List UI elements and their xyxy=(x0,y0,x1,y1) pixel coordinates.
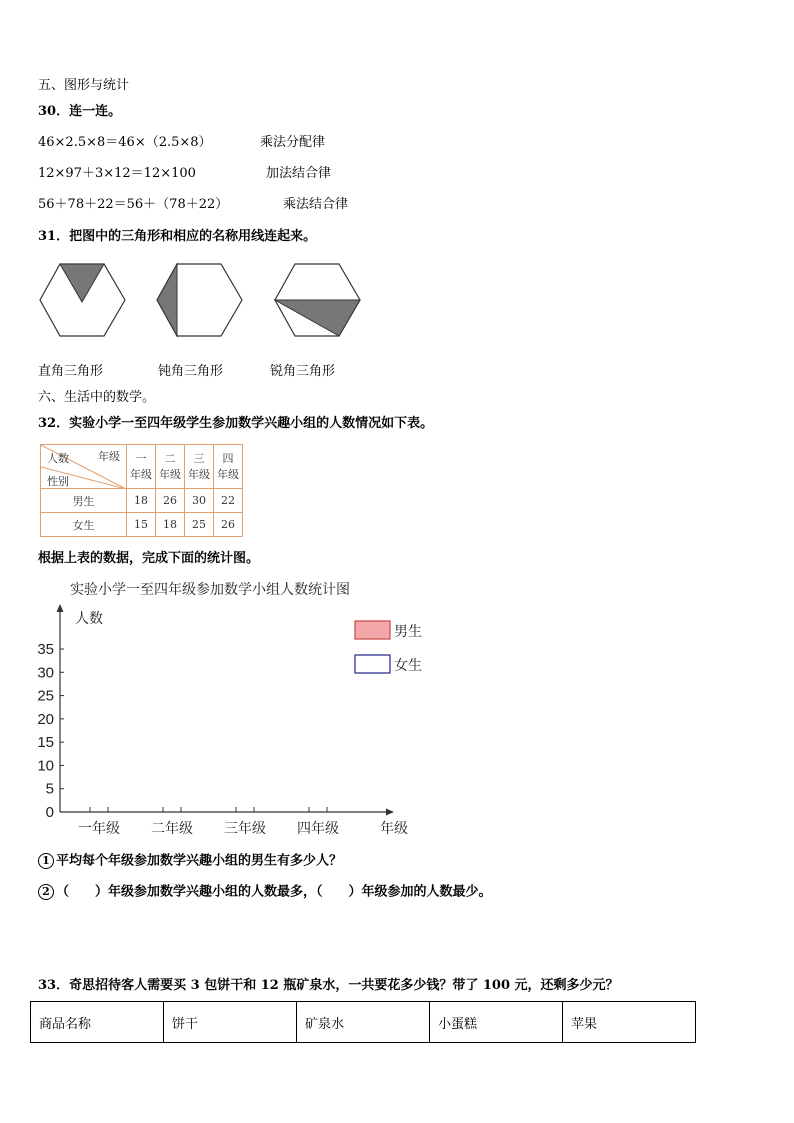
grade-header-3: 三 年级 xyxy=(185,445,214,489)
x-tick-label: 三年级 xyxy=(224,821,266,837)
legend-label: 女生 xyxy=(394,658,422,674)
legend-label: 男生 xyxy=(394,624,422,640)
q32-title: 32．实验小学一至四年级学生参加数学兴趣小组的人数情况如下表。 xyxy=(38,416,434,431)
q30-title: 30．连一连。 xyxy=(38,104,122,119)
circled-number-1: 1 xyxy=(38,853,54,869)
section-6-title: 六、生活中的数学。 xyxy=(38,390,156,405)
y-tick-label: 0 xyxy=(45,804,54,821)
grade-header-1: 一 年级 xyxy=(127,445,156,489)
triangle-name-right: 直角三角形 xyxy=(38,364,104,379)
q30-law-3: 乘法结合律 xyxy=(283,197,349,212)
triangle-name-obtuse: 钝角三角形 xyxy=(158,364,224,379)
y-tick-label: 10 xyxy=(37,757,54,775)
y-tick-label: 20 xyxy=(37,710,54,728)
q30-expr-1: 46×2.5×8＝46×（2.5×8） xyxy=(38,135,212,150)
table-row-girls xyxy=(41,513,243,537)
goods-header-biscuit: 饼干 xyxy=(164,1002,297,1043)
legend-swatch xyxy=(355,621,390,639)
corner-label-grade: 年级 xyxy=(98,450,120,463)
section-5-title: 五、图形与统计 xyxy=(38,78,130,93)
table-corner-cell xyxy=(41,445,127,489)
q32-instruction: 根据上表的数据，完成下面的统计图。 xyxy=(38,551,260,566)
corner-label-gender: 性别 xyxy=(47,475,69,488)
y-tick-label: 25 xyxy=(37,687,54,705)
table-cell: 25 xyxy=(185,513,214,537)
row-label-girls: 女生 xyxy=(41,513,127,537)
x-tick-label: 二年级 xyxy=(151,821,193,837)
table-cell: 26 xyxy=(214,513,243,537)
y-tick-label: 35 xyxy=(37,641,54,658)
q31-title: 31．把图中的三角形和相应的名称用线连起来。 xyxy=(38,229,317,244)
q30-expr-2: 12×97＋3×12＝12×100 xyxy=(38,166,196,181)
goods-price-table xyxy=(30,1001,696,1043)
goods-header-name: 商品名称 xyxy=(31,1002,164,1043)
goods-header-water: 矿泉水 xyxy=(297,1002,430,1043)
row-label-boys: 男生 xyxy=(41,489,127,513)
hexagon-acute-triangle xyxy=(273,262,363,340)
table-row-boys xyxy=(41,489,243,513)
table-cell: 18 xyxy=(156,513,185,537)
hexagon-right-triangle xyxy=(38,262,128,340)
obtuse-triangle-shape xyxy=(157,264,177,336)
goods-header-apple: 苹果 xyxy=(563,1002,696,1043)
table-cell: 22 xyxy=(214,489,243,513)
chart-title: 实验小学一至四年级参加数学小组人数统计图 xyxy=(70,582,350,598)
q33-title: 33．奇思招待客人需要买 3 包饼干和 12 瓶矿泉水，一共要花多少钱？带了 100 元，还剩多少元？ xyxy=(38,978,619,993)
x-tick-label: 一年级 xyxy=(78,821,120,837)
x-axis-arrow xyxy=(386,809,394,816)
statistics-chart xyxy=(30,575,450,845)
q30-law-2: 加法结合律 xyxy=(266,166,332,181)
x-axis-label: 年级 xyxy=(380,821,408,837)
y-axis-arrow xyxy=(57,604,64,612)
grade-header-2: 二 年级 xyxy=(156,445,185,489)
x-tick-label: 四年级 xyxy=(297,821,339,837)
y-tick-label: 15 xyxy=(37,734,54,752)
table-cell: 18 xyxy=(127,489,156,513)
triangle-name-acute: 锐角三角形 xyxy=(270,364,336,379)
hexagon-obtuse-triangle xyxy=(155,262,245,340)
corner-label-count: 人数 xyxy=(47,452,69,465)
circled-number-2: 2 xyxy=(38,884,54,900)
table-cell: 30 xyxy=(185,489,214,513)
q30-expr-3: 56＋78＋22＝56＋（78＋22） xyxy=(38,197,229,212)
table-cell: 15 xyxy=(127,513,156,537)
legend-swatch xyxy=(355,655,390,673)
grade-header-4: 四 年级 xyxy=(214,445,243,489)
y-tick-label: 5 xyxy=(45,780,54,798)
grade-data-table xyxy=(40,444,243,537)
q32-sub-question-1: 1 平均每个年级参加数学兴趣小组的男生有多少人？ xyxy=(38,853,342,870)
y-axis-label: 人数 xyxy=(75,611,103,627)
table-row xyxy=(31,1002,696,1043)
y-tick-label: 30 xyxy=(37,664,54,682)
q32-sub-question-2: 2 （ ）年级参加数学兴趣小组的人数最多，（ ）年级参加的人数最少。 xyxy=(38,884,492,901)
table-cell: 26 xyxy=(156,489,185,513)
q30-law-1: 乘法分配律 xyxy=(260,135,326,150)
goods-header-cake: 小蛋糕 xyxy=(430,1002,563,1043)
